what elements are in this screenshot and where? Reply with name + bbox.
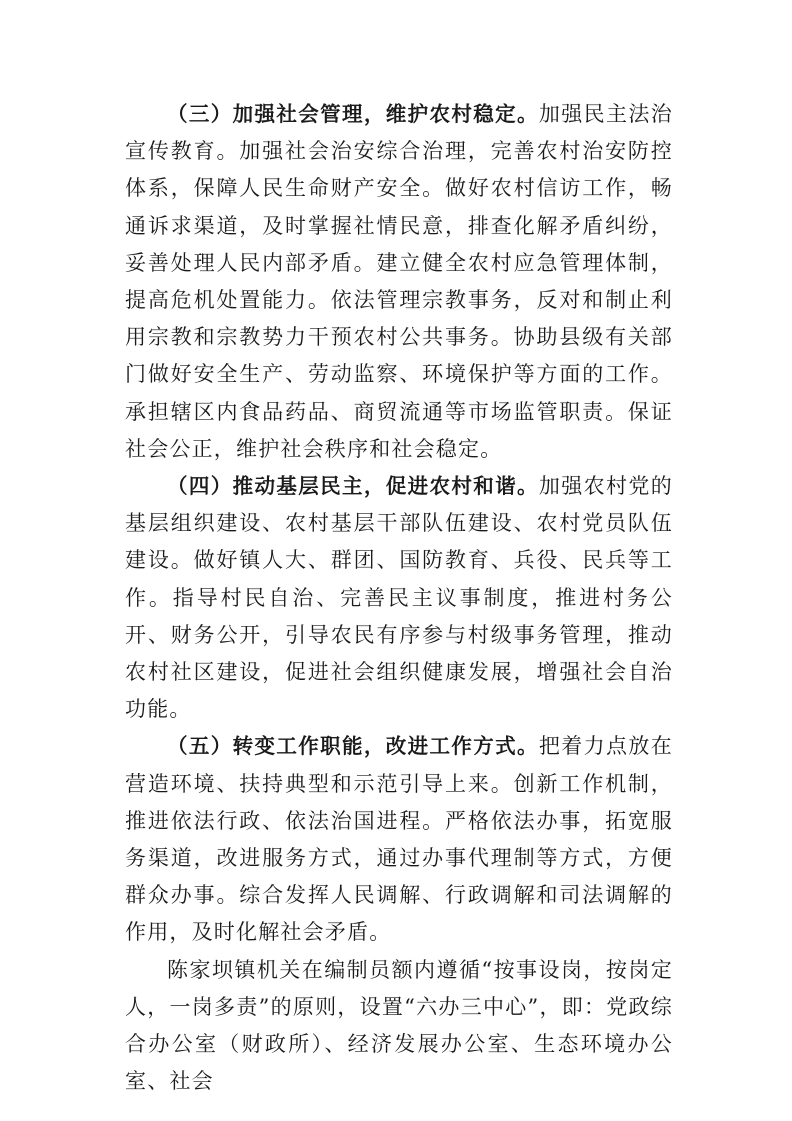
section-heading-5: （五）转变工作职能，改进工作方式。 (167, 734, 539, 759)
section-body-5: 把着力点放在营造环境、扶持典型和示范引导上来。创新工作机制，推进依法行政、依法治国进程。严格依法办事，拓宽服务渠道，改进服务方式，通过办事代理制等方式，方便群众办事。综合发挥人民调解、行政调解和司法调解的作用，及时化解社会矛盾。 (125, 734, 673, 945)
section-body-4: 加强农村党的基层组织建设、农村基层干部队伍建设、农村党员队伍建设。做好镇人大、群团、国防教育、兵役、民兵等工作。指导村民自治、完善民主议事制度，推进村务公开、财务公开，引导农民有序参与村级事务管理，推动农村社区建设，促进社会组织健康发展，增强社会自治功能。 (125, 474, 673, 722)
section-paragraph-4 (125, 468, 673, 728)
document-body (125, 96, 673, 1100)
section-body-3: 加强民主法治宣传教育。加强社会治安综合治理，完善农村治安防控体系，保障人民生命财产安全。做好农村信访工作，畅通诉求渠道，及时掌握社情民意，排查化解矛盾纠纷，妥善处理人民内部矛盾。建立健全农村应急管理体制，提高危机处置能力。依法管理宗教事务，反对和制止利用宗教和宗教势力干预农村公共事务。协助县级有关部门做好安全生产、劳动监察、环境保护等方面的工作。承担辖区内食品药品、商贸流通等市场监管职责。保证社会公正，维护社会秩序和社会稳定。 (125, 102, 673, 461)
section-heading-3: （三）加强社会管理，维护农村稳定。 (167, 102, 539, 126)
section-paragraph-3 (125, 96, 673, 468)
section-paragraph-5 (125, 728, 673, 951)
section-heading-4: （四）推动基层民主，促进农村和谐。 (167, 474, 539, 499)
closing-paragraph: 陈家坝镇机关在编制员额内遵循“按事设岗，按岗定人，一岗多责”的原则，设置“六办三中心”，即：党政综合办公室（财政所）、经济发展办公室、生态环境办公室、社会 (125, 957, 673, 1094)
